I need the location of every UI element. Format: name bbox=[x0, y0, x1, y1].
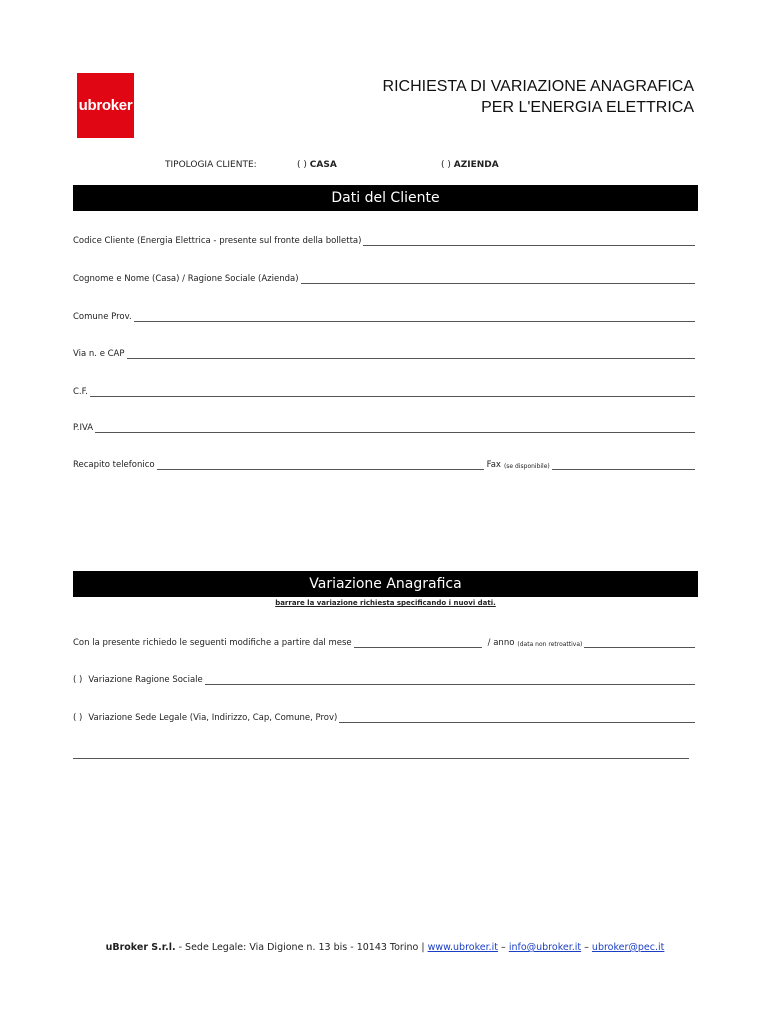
ragione-sociale-label: Variazione Ragione Sociale bbox=[88, 675, 203, 685]
fax-label: Fax bbox=[486, 460, 501, 470]
ragione-sociale-field[interactable] bbox=[73, 675, 695, 685]
comune-field[interactable] bbox=[73, 312, 695, 322]
cf-label: C.F. bbox=[73, 387, 88, 397]
footer bbox=[0, 942, 770, 953]
tipologia-casa-option[interactable] bbox=[297, 160, 337, 170]
title-line-2: PER L'ENERGIA ELETTRICA bbox=[481, 99, 694, 116]
mese-line[interactable] bbox=[354, 639, 482, 648]
piva-line[interactable] bbox=[95, 424, 695, 433]
page-title bbox=[383, 76, 694, 118]
comune-label: Comune Prov. bbox=[73, 312, 132, 322]
cognome-nome-field[interactable] bbox=[73, 274, 695, 284]
footer-email-link[interactable]: info@ubroker.it bbox=[508, 942, 582, 953]
footer-company: uBroker S.r.l. bbox=[105, 942, 176, 953]
cognome-nome-line[interactable] bbox=[301, 275, 695, 284]
cf-line[interactable] bbox=[90, 388, 695, 397]
anno-note: (data non retroattiva) bbox=[517, 641, 583, 648]
cf-field[interactable] bbox=[73, 387, 695, 397]
tipologia-azienda-option[interactable] bbox=[441, 160, 499, 170]
comune-line[interactable] bbox=[134, 313, 695, 322]
footer-website-link[interactable]: www.ubroker.it bbox=[427, 942, 499, 953]
codice-cliente-line[interactable] bbox=[363, 237, 695, 246]
ubroker-logo: ubroker bbox=[77, 73, 134, 138]
codice-cliente-field[interactable] bbox=[73, 236, 695, 246]
footer-separator-1: – bbox=[498, 942, 509, 953]
piva-field[interactable] bbox=[73, 423, 695, 433]
sede-legale-label: Variazione Sede Legale (Via, Indirizzo, Cap, Comune, Prov) bbox=[88, 713, 338, 723]
footer-pec-link[interactable]: ubroker@pec.it bbox=[591, 942, 665, 953]
variazione-instruction: barrare la variazione richiesta specificando i nuovi dati. bbox=[275, 599, 496, 607]
recapito-label: Recapito telefonico bbox=[73, 460, 155, 470]
via-field[interactable] bbox=[73, 349, 695, 359]
anno-line[interactable] bbox=[584, 639, 695, 648]
piva-label: P.IVA bbox=[73, 423, 94, 433]
sede-legale-field[interactable] bbox=[73, 713, 695, 723]
casa-label: CASA bbox=[309, 160, 337, 170]
fax-line[interactable] bbox=[552, 461, 695, 470]
via-label: Via n. e CAP bbox=[73, 349, 125, 359]
anno-label: / anno bbox=[487, 638, 515, 648]
decorrenza-field[interactable] bbox=[73, 638, 695, 648]
footer-separator-2: – bbox=[581, 942, 592, 953]
azienda-checkbox-marker[interactable]: ( ) bbox=[441, 160, 451, 170]
tipologia-label: TIPOLOGIA CLIENTE: bbox=[165, 160, 257, 170]
recapito-line[interactable] bbox=[157, 461, 484, 470]
footer-address: - Sede Legale: Via Digione n. 13 bis - 10143 Torino | bbox=[175, 942, 428, 953]
codice-cliente-label: Codice Cliente (Energia Elettrica - presente sul fronte della bolletta) bbox=[73, 236, 362, 246]
section-header-variazione: Variazione Anagrafica bbox=[73, 571, 698, 597]
extra-line[interactable] bbox=[73, 750, 689, 759]
recapito-field[interactable] bbox=[73, 460, 695, 470]
title-line-1: RICHIESTA DI VARIAZIONE ANAGRAFICA bbox=[382, 78, 694, 95]
ragione-checkbox-marker[interactable]: ( ) bbox=[73, 675, 83, 685]
ragione-sociale-line[interactable] bbox=[205, 676, 695, 685]
extra-line-field[interactable] bbox=[73, 750, 689, 759]
casa-checkbox-marker[interactable]: ( ) bbox=[297, 160, 307, 170]
sede-legale-line[interactable] bbox=[339, 714, 695, 723]
via-line[interactable] bbox=[127, 350, 696, 359]
sede-checkbox-marker[interactable]: ( ) bbox=[73, 713, 83, 723]
fax-note: (se disponibile) bbox=[503, 463, 550, 470]
decorrenza-label: Con la presente richiedo le seguenti modifiche a partire dal mese bbox=[73, 638, 352, 648]
section-header-dati-cliente: Dati del Cliente bbox=[73, 185, 698, 211]
azienda-label: AZIENDA bbox=[453, 160, 499, 170]
cognome-nome-label: Cognome e Nome (Casa) / Ragione Sociale (Azienda) bbox=[73, 274, 299, 284]
